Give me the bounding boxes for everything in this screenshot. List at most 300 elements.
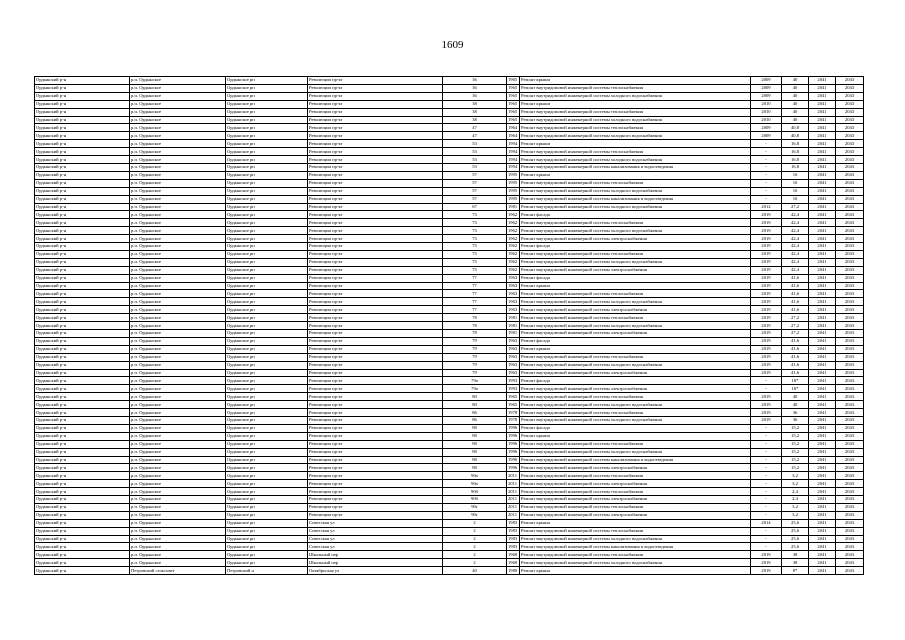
table-row <box>35 416 864 424</box>
cell-municipality: р.п. Ордынское <box>130 250 226 258</box>
cell-district: Ордынский р-н <box>35 464 130 472</box>
cell-wear-percent: 15,2 <box>782 432 809 440</box>
cell-street: Революции пр-кт <box>308 424 443 432</box>
cell-work-type: Ремонт внутридомовой инженерной системы теплоснабжения <box>520 108 751 116</box>
cell-period-end: 2043 <box>836 369 864 377</box>
cell-district: Ордынский р-н <box>35 416 130 424</box>
cell-settlement: Ордынское рп <box>226 488 308 496</box>
cell-year-built: 1980 <box>507 567 520 575</box>
cell-work-type: Ремонт внутридомовой инженерной системы теплоснабжения <box>520 393 751 401</box>
cell-street: Революции пр-кт <box>308 353 443 361</box>
cell-district: Ордынский р-н <box>35 179 130 187</box>
table-row <box>35 567 864 575</box>
cell-work-type: Ремонт внутридомовой инженерной системы теплоснабжения <box>520 179 751 187</box>
cell-period-start: 2041 <box>809 116 836 124</box>
cell-district: Ордынский р-н <box>35 211 130 219</box>
cell-work-type: Ремонт внутридомовой инженерной системы холодного водоснабжения <box>520 258 751 266</box>
cell-house-number: 88 <box>443 432 507 440</box>
cell-district: Ордынский р-н <box>35 440 130 448</box>
cell-district: Ордынский р-н <box>35 409 130 417</box>
cell-street: Школьный пер <box>308 551 443 559</box>
cell-last-repair-year: 2019 <box>751 250 782 258</box>
cell-wear-percent: 27,2 <box>782 203 809 211</box>
cell-district: Ордынский р-н <box>35 353 130 361</box>
cell-work-type: Ремонт внутридомовой инженерной системы теплоснабжения <box>520 219 751 227</box>
cell-year-built: 1983 <box>507 519 520 527</box>
cell-last-repair-year: 2014 <box>751 519 782 527</box>
table-row <box>35 385 864 393</box>
cell-last-repair-year: 2019 <box>751 337 782 345</box>
cell-period-end: 2043 <box>836 84 864 92</box>
cell-district: Ордынский р-н <box>35 187 130 195</box>
table-row <box>35 496 864 504</box>
cell-last-repair-year: 2009 <box>751 77 782 85</box>
cell-wear-percent: 41,6 <box>782 306 809 314</box>
cell-district: Ордынский р-н <box>35 377 130 385</box>
cell-district: Ордынский р-н <box>35 282 130 290</box>
cell-district: Ордынский р-н <box>35 195 130 203</box>
cell-last-repair-year: - <box>751 511 782 519</box>
cell-period-start: 2041 <box>809 535 836 543</box>
cell-settlement: Ордынское рп <box>226 559 308 567</box>
cell-period-start: 2041 <box>809 456 836 464</box>
cell-street: Революции пр-кт <box>308 369 443 377</box>
cell-street: Революции пр-кт <box>308 227 443 235</box>
cell-work-type: Ремонт фасада <box>520 243 751 251</box>
cell-district: Ордынский р-н <box>35 258 130 266</box>
cell-settlement: Ордынское рп <box>226 456 308 464</box>
cell-municipality: р.п. Ордынское <box>130 456 226 464</box>
cell-period-end: 2043 <box>836 480 864 488</box>
cell-street: Революции пр-кт <box>308 401 443 409</box>
cell-period-end: 2043 <box>836 519 864 527</box>
cell-settlement: Ордынское рп <box>226 496 308 504</box>
cell-municipality: р.п. Ордынское <box>130 488 226 496</box>
cell-period-end: 2043 <box>836 132 864 140</box>
cell-municipality: р.п. Ордынское <box>130 282 226 290</box>
cell-district: Ордынский р-н <box>35 543 130 551</box>
table-row <box>35 195 864 203</box>
cell-house-number: 73 <box>443 219 507 227</box>
cell-work-type: Ремонт крыши <box>520 567 751 575</box>
cell-work-type: Ремонт внутридомовой инженерной системы теплоснабжения <box>520 409 751 417</box>
cell-period-start: 2041 <box>809 266 836 274</box>
cell-wear-percent: 2,4 <box>782 496 809 504</box>
cell-street: Революции пр-кт <box>308 393 443 401</box>
cell-house-number: 88 <box>443 440 507 448</box>
cell-settlement: Ордынское рп <box>226 187 308 195</box>
cell-period-end: 2043 <box>836 163 864 171</box>
cell-municipality: р.п. Ордынское <box>130 543 226 551</box>
table-row <box>35 369 864 377</box>
cell-period-start: 2041 <box>809 179 836 187</box>
cell-municipality: р.п. Ордынское <box>130 84 226 92</box>
cell-period-start: 2041 <box>809 298 836 306</box>
cell-house-number: 36 <box>443 92 507 100</box>
cell-wear-percent: 16 <box>782 171 809 179</box>
cell-year-built: 1981 <box>507 322 520 330</box>
cell-period-start: 2041 <box>809 519 836 527</box>
cell-work-type: Ремонт внутридомовой инженерной системы теплоснабжения <box>520 124 751 132</box>
cell-year-built: 2011 <box>507 480 520 488</box>
cell-wear-percent: 38 <box>782 559 809 567</box>
cell-period-start: 2041 <box>809 496 836 504</box>
cell-period-start: 2041 <box>809 156 836 164</box>
cell-municipality: р.п. Ордынское <box>130 156 226 164</box>
cell-settlement: Ордынское рп <box>226 369 308 377</box>
page-number: 1609 <box>441 39 464 51</box>
table-row <box>35 361 864 369</box>
cell-year-built: 2011 <box>507 503 520 511</box>
cell-period-end: 2043 <box>836 211 864 219</box>
cell-period-start: 2041 <box>809 171 836 179</box>
cell-work-type: Ремонт внутридомовой инженерной системы электроснабжения <box>520 306 751 314</box>
table-row <box>35 243 864 251</box>
cell-last-repair-year: - <box>751 432 782 440</box>
cell-last-repair-year: 2009 <box>751 124 782 132</box>
cell-street: Октябрьская ул <box>308 567 443 575</box>
cell-period-start: 2041 <box>809 551 836 559</box>
cell-year-built: 1996 <box>507 448 520 456</box>
cell-street: Революции пр-кт <box>308 377 443 385</box>
table-row <box>35 330 864 338</box>
cell-year-built: 1962 <box>507 227 520 235</box>
cell-period-start: 2041 <box>809 432 836 440</box>
cell-work-type: Ремонт внутридомовой инженерной системы теплоснабжения <box>520 551 751 559</box>
cell-work-type: Ремонт фасада <box>520 337 751 345</box>
cell-work-type: Ремонт внутридомовой инженерной системы теплоснабжения <box>520 472 751 480</box>
table-row <box>35 84 864 92</box>
table-row <box>35 92 864 100</box>
cell-wear-percent: 40 <box>782 393 809 401</box>
cell-period-start: 2041 <box>809 543 836 551</box>
cell-wear-percent: 40 <box>782 108 809 116</box>
cell-wear-percent: 15,2 <box>782 464 809 472</box>
table-row <box>35 314 864 322</box>
cell-wear-percent: 42,4 <box>782 258 809 266</box>
cell-settlement: Ордынское рп <box>226 440 308 448</box>
cell-year-built: 1995 <box>507 195 520 203</box>
cell-district: Ордынский р-н <box>35 456 130 464</box>
cell-house-number: 77 <box>443 290 507 298</box>
cell-work-type: Ремонт крыши <box>520 345 751 353</box>
cell-house-number: 73 <box>443 211 507 219</box>
cell-work-type: Ремонт внутридомовой инженерной системы холодного водоснабжения <box>520 116 751 124</box>
cell-wear-percent: 41,6 <box>782 369 809 377</box>
table-row <box>35 163 864 171</box>
cell-street: Революции пр-кт <box>308 496 443 504</box>
cell-street: Революции пр-кт <box>308 108 443 116</box>
cell-year-built: 1978 <box>507 409 520 417</box>
cell-municipality: р.п. Ордынское <box>130 124 226 132</box>
cell-house-number: 36 <box>443 84 507 92</box>
cell-house-number: 90б <box>443 488 507 496</box>
cell-house-number: 79 <box>443 345 507 353</box>
cell-district: Ордынский р-н <box>35 314 130 322</box>
cell-street: Революции пр-кт <box>308 448 443 456</box>
cell-municipality: р.п. Ордынское <box>130 361 226 369</box>
cell-settlement: Ордынское рп <box>226 92 308 100</box>
cell-last-repair-year: - <box>751 163 782 171</box>
cell-work-type: Ремонт внутридомовой инженерной системы холодного водоснабжения <box>520 361 751 369</box>
cell-settlement: Ордынское рп <box>226 290 308 298</box>
cell-period-start: 2041 <box>809 511 836 519</box>
cell-wear-percent: 16 <box>782 179 809 187</box>
cell-period-start: 2041 <box>809 448 836 456</box>
cell-district: Ордынский р-н <box>35 148 130 156</box>
cell-work-type: Ремонт внутридомовой инженерной системы электроснабжения <box>520 369 751 377</box>
cell-last-repair-year: 2019 <box>751 345 782 353</box>
cell-wear-percent: 41,6 <box>782 274 809 282</box>
cell-year-built: 1965 <box>507 100 520 108</box>
cell-wear-percent: 15,2 <box>782 448 809 456</box>
cell-house-number: 75 <box>443 266 507 274</box>
cell-street: Революции пр-кт <box>308 100 443 108</box>
cell-year-built: 2011 <box>507 488 520 496</box>
cell-period-end: 2043 <box>836 543 864 551</box>
cell-municipality: р.п. Ордынское <box>130 337 226 345</box>
cell-house-number: 80 <box>443 401 507 409</box>
cell-period-start: 2041 <box>809 306 836 314</box>
table-row <box>35 519 864 527</box>
table-row <box>35 464 864 472</box>
cell-year-built: 1981 <box>507 330 520 338</box>
cell-wear-percent: 42,4 <box>782 266 809 274</box>
cell-settlement: Ордынское рп <box>226 258 308 266</box>
table-row <box>35 527 864 535</box>
cell-wear-percent: 27,2 <box>782 330 809 338</box>
cell-year-built: 1996 <box>507 432 520 440</box>
cell-house-number: 2 <box>443 527 507 535</box>
cell-work-type: Ремонт фасада <box>520 274 751 282</box>
cell-period-start: 2041 <box>809 219 836 227</box>
cell-period-end: 2043 <box>836 503 864 511</box>
cell-work-type: Ремонт внутридомовой инженерной системы канализования и водоотведения <box>520 543 751 551</box>
cell-municipality: р.п. Ордынское <box>130 559 226 567</box>
cell-work-type: Ремонт крыши <box>520 140 751 148</box>
cell-period-end: 2043 <box>836 559 864 567</box>
cell-district: Ордынский р-н <box>35 306 130 314</box>
cell-period-start: 2041 <box>809 148 836 156</box>
cell-year-built: 1996 <box>507 424 520 432</box>
cell-year-built: 1994 <box>507 140 520 148</box>
cell-last-repair-year: 2019 <box>751 322 782 330</box>
cell-street: Советская ул <box>308 543 443 551</box>
table-row <box>35 503 864 511</box>
cell-period-start: 2041 <box>809 195 836 203</box>
cell-wear-percent: 3,2 <box>782 503 809 511</box>
cell-wear-percent: 25,6 <box>782 543 809 551</box>
repair-schedule-table <box>34 76 864 575</box>
cell-street: Революции пр-кт <box>308 243 443 251</box>
cell-district: Ордынский р-н <box>35 266 130 274</box>
cell-period-start: 2041 <box>809 409 836 417</box>
cell-settlement: Ордынское рп <box>226 243 308 251</box>
cell-street: Революции пр-кт <box>308 84 443 92</box>
cell-period-end: 2043 <box>836 472 864 480</box>
cell-year-built: 1994 <box>507 156 520 164</box>
cell-wear-percent: 3,2 <box>782 480 809 488</box>
cell-house-number: 79 <box>443 337 507 345</box>
cell-year-built: 1968 <box>507 559 520 567</box>
cell-last-repair-year: 2009 <box>751 84 782 92</box>
cell-municipality: р.п. Ордынское <box>130 116 226 124</box>
cell-settlement: Ордынское рп <box>226 385 308 393</box>
cell-period-start: 2041 <box>809 416 836 424</box>
cell-wear-percent: 40 <box>782 77 809 85</box>
cell-last-repair-year: - <box>751 385 782 393</box>
cell-settlement: Ордынское рп <box>226 179 308 187</box>
cell-municipality: р.п. Ордынское <box>130 314 226 322</box>
cell-work-type: Ремонт крыши <box>520 432 751 440</box>
cell-house-number: 77 <box>443 282 507 290</box>
cell-last-repair-year: - <box>751 535 782 543</box>
cell-municipality: Петровский сельсовет <box>130 567 226 575</box>
cell-street: Революции пр-кт <box>308 258 443 266</box>
cell-house-number: 73 <box>443 235 507 243</box>
cell-year-built: 1962 <box>507 219 520 227</box>
cell-wear-percent: 41,6 <box>782 298 809 306</box>
cell-year-built: 1962 <box>507 211 520 219</box>
cell-work-type: Ремонт внутридомовой инженерной системы электроснабжения <box>520 235 751 243</box>
cell-municipality: р.п. Ордынское <box>130 527 226 535</box>
cell-period-end: 2043 <box>836 195 864 203</box>
table-row <box>35 535 864 543</box>
table-row <box>35 377 864 385</box>
cell-street: Революции пр-кт <box>308 282 443 290</box>
cell-district: Ордынский р-н <box>35 290 130 298</box>
cell-year-built: 1963 <box>507 369 520 377</box>
cell-district: Ордынский р-н <box>35 322 130 330</box>
cell-work-type: Ремонт внутридомовой инженерной системы холодного водоснабжения <box>520 203 751 211</box>
cell-period-end: 2043 <box>836 393 864 401</box>
cell-period-end: 2043 <box>836 322 864 330</box>
cell-last-repair-year: - <box>751 503 782 511</box>
cell-house-number: 53 <box>443 156 507 164</box>
cell-last-repair-year: 2019 <box>751 227 782 235</box>
cell-period-start: 2041 <box>809 258 836 266</box>
cell-year-built: 1963 <box>507 353 520 361</box>
cell-settlement: Ордынское рп <box>226 543 308 551</box>
cell-period-end: 2043 <box>836 187 864 195</box>
cell-municipality: р.п. Ордынское <box>130 448 226 456</box>
cell-last-repair-year: - <box>751 464 782 472</box>
cell-last-repair-year: - <box>751 543 782 551</box>
cell-district: Ордынский р-н <box>35 519 130 527</box>
table-row <box>35 148 864 156</box>
cell-year-built: 1965 <box>507 77 520 85</box>
cell-period-end: 2043 <box>836 488 864 496</box>
cell-period-end: 2043 <box>836 464 864 472</box>
cell-wear-percent: 25,6 <box>782 535 809 543</box>
cell-district: Ордынский р-н <box>35 235 130 243</box>
cell-district: Ордынский р-н <box>35 503 130 511</box>
table-row <box>35 480 864 488</box>
cell-municipality: р.п. Ордынское <box>130 203 226 211</box>
cell-settlement: Ордынское рп <box>226 100 308 108</box>
table-row <box>35 353 864 361</box>
cell-house-number: 75 <box>443 250 507 258</box>
cell-street: Революции пр-кт <box>308 306 443 314</box>
cell-house-number: 40 <box>443 567 507 575</box>
cell-wear-percent: 40 <box>782 116 809 124</box>
cell-municipality: р.п. Ордынское <box>130 108 226 116</box>
cell-work-type: Ремонт внутридомовой инженерной системы холодного водоснабжения <box>520 227 751 235</box>
cell-work-type: Ремонт внутридомовой инженерной системы холодного водоснабжения <box>520 401 751 409</box>
cell-street: Революции пр-кт <box>308 472 443 480</box>
cell-year-built: 1978 <box>507 416 520 424</box>
cell-settlement: Ордынское рп <box>226 464 308 472</box>
cell-wear-percent: 27,2 <box>782 314 809 322</box>
table-row <box>35 227 864 235</box>
cell-district: Ордынский р-н <box>35 496 130 504</box>
cell-house-number: 90г <box>443 503 507 511</box>
cell-municipality: р.п. Ордынское <box>130 290 226 298</box>
cell-last-repair-year: 2019 <box>751 401 782 409</box>
table-row <box>35 203 864 211</box>
cell-district: Ордынский р-н <box>35 472 130 480</box>
cell-last-repair-year: 2010 <box>751 116 782 124</box>
cell-wear-percent: 40,8 <box>782 124 809 132</box>
cell-wear-percent: 42,4 <box>782 250 809 258</box>
cell-house-number: 36 <box>443 77 507 85</box>
cell-last-repair-year: - <box>751 179 782 187</box>
cell-house-number: 47 <box>443 124 507 132</box>
cell-work-type: Ремонт крыши <box>520 519 751 527</box>
cell-year-built: 1963 <box>507 298 520 306</box>
cell-work-type: Ремонт внутридомовой инженерной системы холодного водоснабжения <box>520 187 751 195</box>
cell-settlement: Ордынское рп <box>226 203 308 211</box>
cell-street: Революции пр-кт <box>308 163 443 171</box>
cell-house-number: 79а <box>443 377 507 385</box>
cell-settlement: Ордынское рп <box>226 448 308 456</box>
cell-period-start: 2041 <box>809 488 836 496</box>
cell-year-built: 1963 <box>507 274 520 282</box>
cell-house-number: 77 <box>443 298 507 306</box>
cell-last-repair-year: 2019 <box>751 314 782 322</box>
cell-settlement: Ордынское рп <box>226 211 308 219</box>
cell-work-type: Ремонт внутридомовой инженерной системы электроснабжения <box>520 480 751 488</box>
cell-last-repair-year: 2019 <box>751 290 782 298</box>
cell-year-built: 1983 <box>507 543 520 551</box>
cell-settlement: Ордынское рп <box>226 171 308 179</box>
cell-house-number: 2 <box>443 551 507 559</box>
cell-year-built: 1994 <box>507 163 520 171</box>
cell-street: Революции пр-кт <box>308 432 443 440</box>
cell-period-start: 2041 <box>809 424 836 432</box>
cell-street: Революции пр-кт <box>308 195 443 203</box>
cell-work-type: Ремонт внутридомовой инженерной системы электроснабжения <box>520 464 751 472</box>
cell-settlement: Ордынское рп <box>226 156 308 164</box>
cell-last-repair-year: 2019 <box>751 282 782 290</box>
cell-district: Ордынский р-н <box>35 298 130 306</box>
cell-municipality: р.п. Ордынское <box>130 187 226 195</box>
cell-street: Революции пр-кт <box>308 314 443 322</box>
cell-year-built: 1965 <box>507 116 520 124</box>
cell-wear-percent: 40,8 <box>782 132 809 140</box>
cell-settlement: Ордынское рп <box>226 424 308 432</box>
cell-last-repair-year: - <box>751 148 782 156</box>
cell-district: Ордынский р-н <box>35 330 130 338</box>
table-row <box>35 393 864 401</box>
table-row <box>35 298 864 306</box>
cell-district: Ордынский р-н <box>35 250 130 258</box>
cell-year-built: 1965 <box>507 84 520 92</box>
table-row <box>35 171 864 179</box>
cell-district: Ордынский р-н <box>35 108 130 116</box>
cell-wear-percent: 41,6 <box>782 337 809 345</box>
cell-period-start: 2041 <box>809 322 836 330</box>
